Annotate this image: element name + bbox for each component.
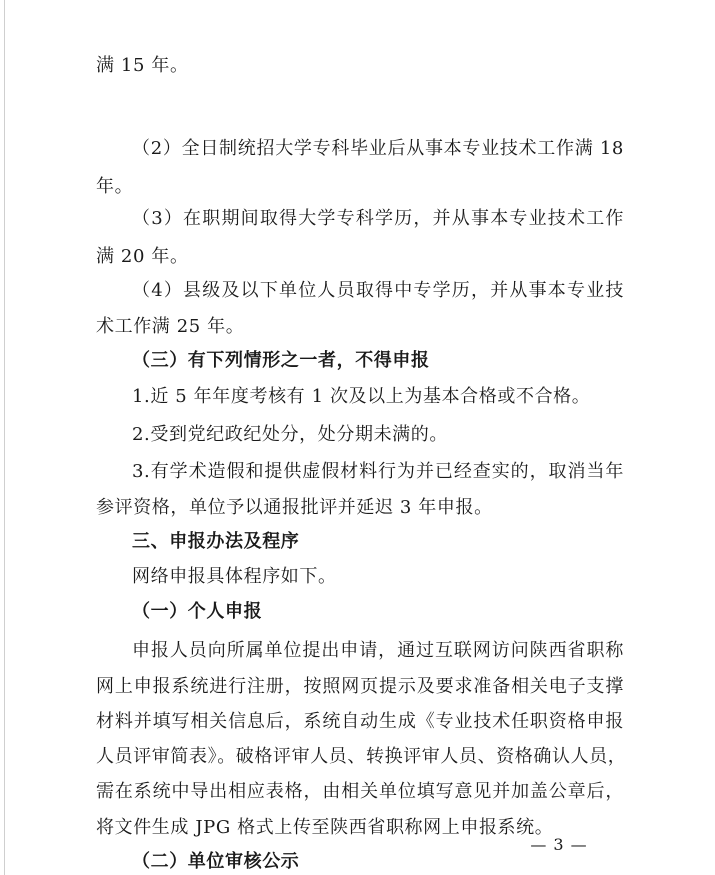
text-line: 网络申报具体程序如下。 bbox=[132, 566, 337, 587]
text-line: 3.有学术造假和提供虚假材料行为并已经查实的，取消当年 bbox=[132, 461, 624, 482]
text-line: 1.近 5 年年度考核有 1 次及以上为基本合格或不合格。 bbox=[132, 386, 591, 407]
text-line: （3）在职期间取得大学专科学历，并从事本专业技术工作 bbox=[132, 208, 624, 229]
text-line: 将文件生成 JPG 格式上传至陕西省职称网上申报系统。 bbox=[96, 817, 554, 838]
text-line: 人员评审简表》。破格评审人员、转换评审人员、资格确认人员， bbox=[96, 746, 627, 767]
text-line: 参评资格，单位予以通报批评并延迟 3 年申报。 bbox=[96, 497, 493, 518]
text-line: 术工作满 25 年。 bbox=[96, 316, 245, 337]
text-line: 需在系统中导出相应表格，由相关单位填写意见并加盖公章后， bbox=[96, 781, 624, 802]
text-line: 网上申报系统进行注册，按照网页提示及要求准备相关电子支撑 bbox=[96, 676, 624, 697]
chapter-heading: 三、申报办法及程序 bbox=[132, 531, 300, 552]
text-line: 满 20 年。 bbox=[96, 246, 189, 267]
text-line: 年。 bbox=[96, 176, 134, 197]
text-line: （2）全日制统招大学专科毕业后从事本专业技术工作满 18 bbox=[132, 138, 624, 159]
text-line: （4）县级及以下单位人员取得中专学历，并从事本专业技 bbox=[132, 280, 624, 301]
section-heading: （三）有下列情形之一者，不得申报 bbox=[132, 350, 430, 371]
page-edge-line bbox=[4, 0, 5, 875]
text-line: 申报人员向所属单位提出申请，通过互联网访问陕西省职称 bbox=[132, 640, 624, 661]
text-line: 材料并填写相关信息后，系统自动生成《专业技术任职资格申报 bbox=[96, 711, 624, 732]
text-line: 2.受到党纪政纪处分，处分期未满的。 bbox=[132, 424, 448, 445]
section-heading: （一）个人申报 bbox=[132, 601, 263, 622]
section-heading: （二）单位审核公示 bbox=[132, 851, 300, 872]
text-line: 满 15 年。 bbox=[96, 55, 189, 76]
page-number: — 3 — bbox=[530, 835, 588, 854]
